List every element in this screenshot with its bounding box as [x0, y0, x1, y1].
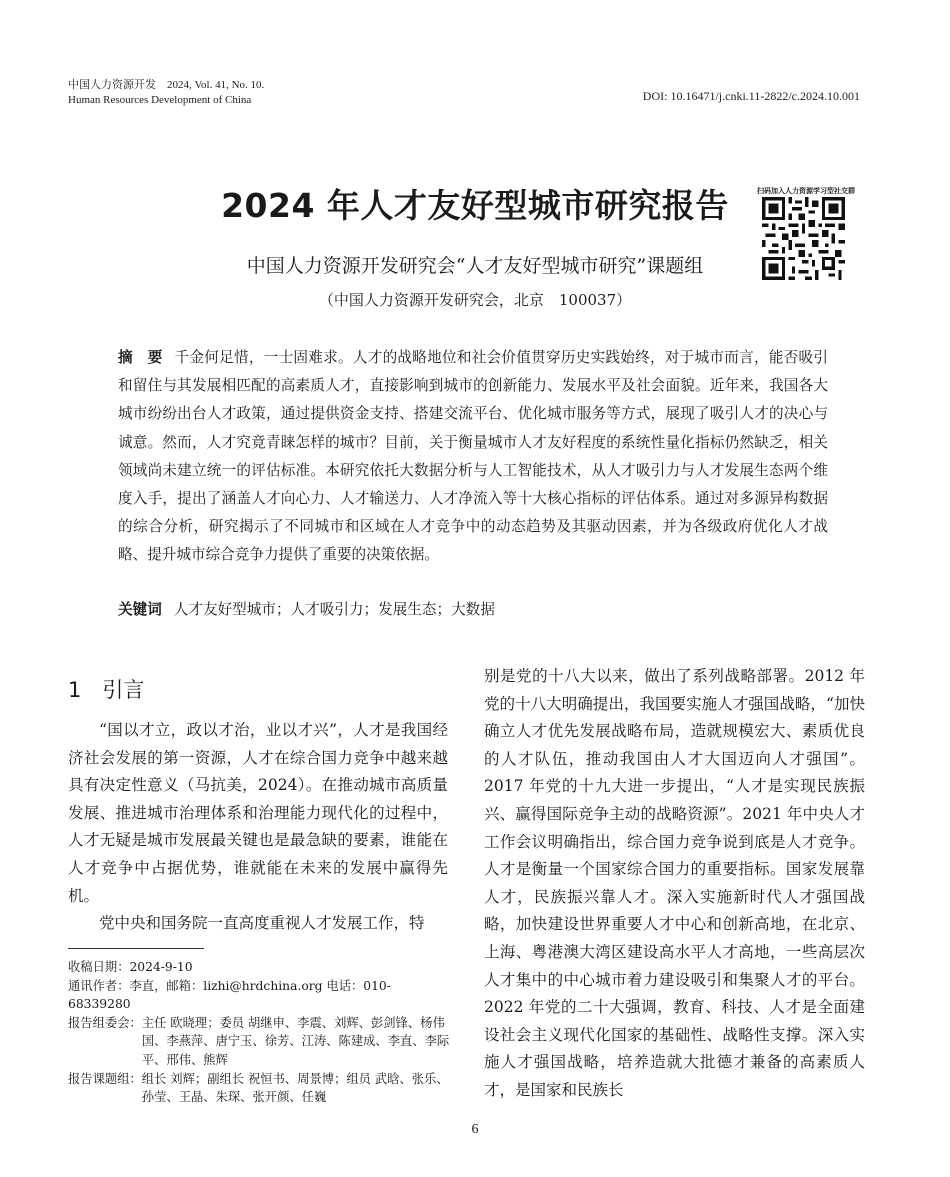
- qr-caption: 扫码加入人力资源学习型社交群: [757, 187, 855, 195]
- section-heading: 1 引言: [68, 678, 145, 702]
- committee-members: 主任 欧晓理；委员 胡继申、李震、刘辉、彭剑锋、杨伟国、李燕萍、唐宁玉、徐芳、江涛、陈建成、李直、李际平、邢伟、熊辉: [141, 1015, 450, 1067]
- abstract: [118, 344, 828, 570]
- footnotes: [68, 958, 453, 1107]
- received-date: 收稿日期：2024-9-10: [68, 960, 193, 974]
- body-right-column: [484, 663, 865, 1105]
- committee-row: [68, 1014, 453, 1070]
- body-left-column: [68, 717, 448, 938]
- journal-name-zh: 中国人力资源开发 2024, Vol. 41, No. 10.: [68, 79, 265, 91]
- committee-label: 报告组委会：: [68, 1015, 142, 1030]
- abstract-label: 摘 要: [118, 349, 163, 366]
- paragraph: “国以才立，政以才治，业以才兴”，人才是我国经济社会发展的第一资源，人才在综合国力竞争中越来越具有决定性意义（马抗美，2024）。在推动城市高质量发展、推进城市治理体系和治理能力现代化的过程中，人才无疑是城市发展最关键也是最急缺的要素，谁能在人才竞争中占据优势，谁就能在未来的发展中赢得先机。: [68, 721, 448, 905]
- paragraph: 别是党的十八大以来，做出了系列战略部署。2012 年党的十八大明确提出，我国要实施人才强国战略，“加快确立人才优先发展战略布局，造就规模宏大、素质优良的人才队伍，推动我国由人才大国迈向人才强国”。2017 年党的十九大进一步提出，“人才是实现民族振兴、赢得国际竞争主动的战略资源”。2021 年中央人才工作会议明确指出，综合国力竞争说到底是人才竞争。人才是衡量一个国家综合国力的重要指标。国家发展靠人才，民族振兴靠人才。深入实施新时代人才强国战略，加快建设世界重要人才中心和创新高地，在北京、上海、粤港澳大湾区建设高水平人才高地，一些高层次人才集中的中心城市着力建设吸引和集聚人才的平台。2022 年党的二十大强调，教育、科技、人才是全面建设社会主义现代化国家的基础性、战略性支撑。深入实施人才强国战略，培养造就大批德才兼备的高素质人才，是国家和民族长: [484, 667, 865, 1099]
- paragraph: 党中央和国务院一直高度重视人才发展工作，特: [99, 914, 425, 933]
- qr-code-icon: [762, 197, 845, 280]
- paper-title: 2024 年人才友好型城市研究报告: [221, 186, 729, 225]
- team-members: 组长 刘辉；副组长 祝恒书、周景博；组员 武晗、张乐、孙莹、王晶、朱琛、张开颜、任巍: [141, 1071, 449, 1105]
- page-number: 6: [471, 1122, 479, 1137]
- team-row: [68, 1070, 453, 1107]
- abstract-text: 千金何足惜，一士固难求。人才的战略地位和社会价值贯穿历史实践始终，对于城市而言，能否吸引和留住与其发展相匹配的高素质人才，直接影响到城市的创新能力、发展水平及社会面貌。近年来，我国各大城市纷纷出台人才政策，通过提供资金支持、搭建交流平台、优化城市服务等方式，展现了吸引人才的决心与诚意。然而，人才究竟青睐怎样的城市？目前，关于衡量城市人才友好程度的系统性量化指标仍然缺乏，相关领域尚未建立统一的评估标准。本研究依托大数据分析与人工智能技术，从人才吸引力与人才发展生态两个维度入手，提出了涵盖人才向心力、人才输送力、人才净流入等十大核心指标的评估体系。通过对多源异构数据的综合分析，研究揭示了不同城市和区域在人才竞争中的动态趋势及其驱动因素，并为各级政府优化人才战略、提升城市综合竞争力提供了重要的决策依据。: [118, 349, 828, 564]
- journal-name-en: Human Resources Development of China: [68, 94, 252, 106]
- team-label: 报告课题组：: [68, 1071, 142, 1086]
- paper-authors: 中国人力资源开发研究会“人才友好型城市研究”课题组: [246, 255, 704, 277]
- footnote-divider: [68, 948, 204, 949]
- keywords: [118, 599, 828, 621]
- keywords-text: 人才友好型城市；人才吸引力；发展生态；大数据: [173, 601, 495, 618]
- author-affiliation: （中国人力资源开发研究会，北京 100037）: [318, 291, 632, 309]
- doi: DOI: 10.16471/j.cnki.11-2822/c.2024.10.001: [642, 89, 860, 103]
- keywords-label: 关键词: [118, 601, 162, 618]
- corresponding-author: 通讯作者：李直，邮箱：lizhi@hrdchina.org 电话：010-68339280: [68, 978, 391, 1012]
